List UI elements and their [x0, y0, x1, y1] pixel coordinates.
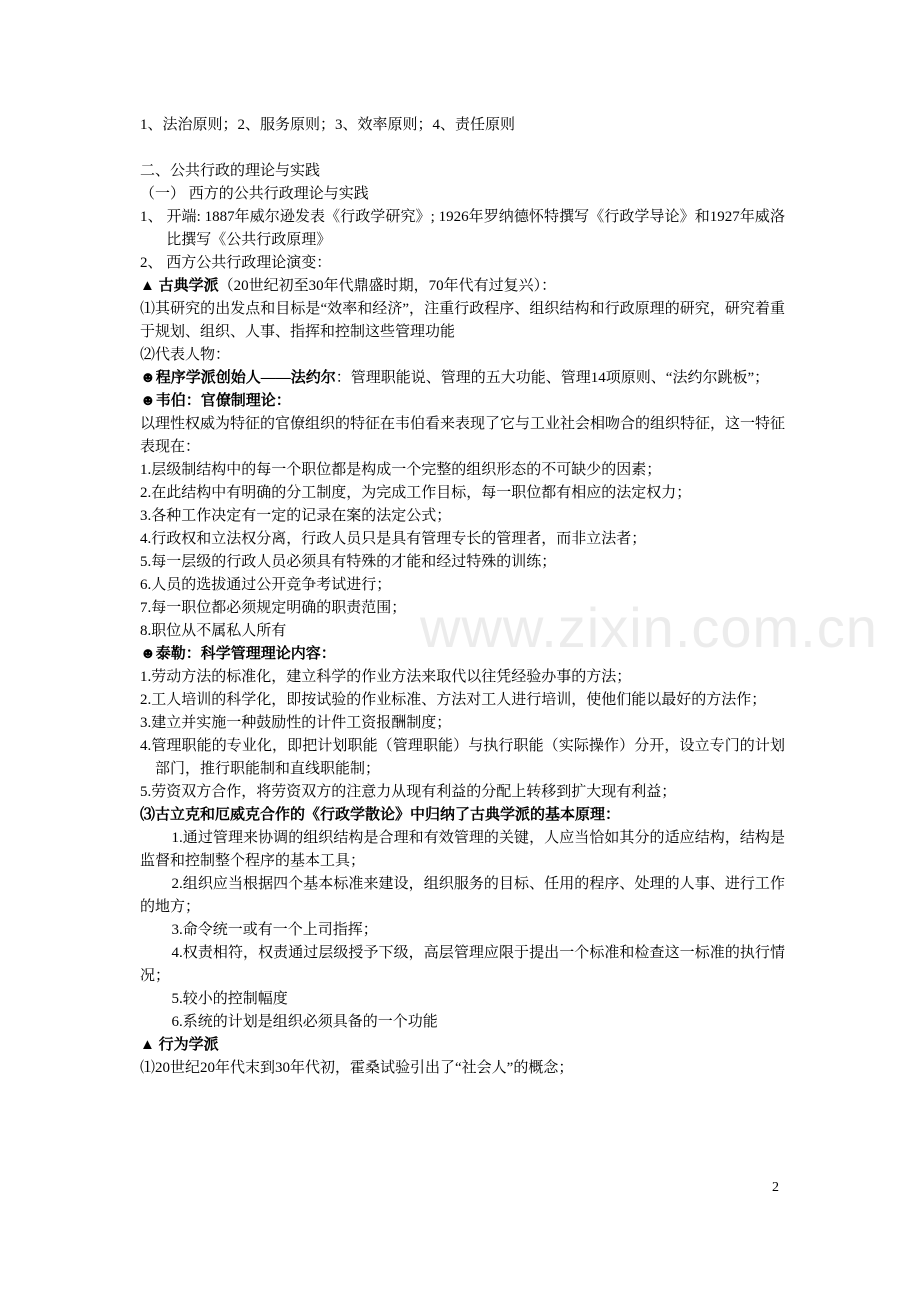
text: 5.较小的控制幅度 — [171, 991, 288, 1007]
text: 2.工人培训的科学化，即按试验的作业标准、方法对工人进行培训，使他们能以最好的方法作； — [140, 692, 767, 708]
text: 2.组织应当根据四个基本标准来建设，组织服务的目标、任用的程序、处理的人事、进行工作的地方； — [140, 876, 785, 915]
bold-text: ☻泰勒：科学管理理论内容： — [140, 646, 336, 662]
paragraph — [140, 505, 785, 528]
paragraph — [140, 712, 785, 735]
text: 3.建立并实施一种鼓励性的计件工资报酬制度； — [140, 715, 452, 731]
text: 1.层级制结构中的每一个职位都是构成一个完整的组织形态的不可缺少的因素； — [140, 462, 662, 478]
paragraph — [140, 298, 785, 344]
text: 二、公共行政的理论与实践 — [140, 163, 321, 179]
paragraph — [140, 827, 785, 873]
blank-line — [140, 137, 785, 160]
paragraph — [140, 643, 785, 666]
text: 1.通过管理来协调的组织结构是合理和有效管理的关键，人应当恰如其分的适应结构，结构是监督和控制整个程序的基本工具； — [140, 830, 785, 869]
paragraph — [140, 459, 785, 482]
text: 4.权责相符，权责通过层级授予下级，高层管理应限于提出一个标准和检查这一标准的执行情况； — [140, 945, 785, 984]
paragraph — [140, 551, 785, 574]
bold-text: ☻程序学派创始人——法约尔 — [140, 370, 336, 386]
paragraph — [140, 873, 785, 919]
paragraph — [140, 367, 785, 390]
text: 3.命令统一或有一个上司指挥； — [171, 922, 378, 938]
text: ：管理职能说、管理的五大功能、管理14项原则、“法约尔跳板”； — [335, 370, 770, 386]
text: ⑴20世纪20年代末到30年代初，霍桑试验引出了“社会人”的概念； — [140, 1060, 574, 1076]
paragraph — [140, 735, 785, 781]
text: 5.劳资双方合作，将劳资双方的注意力从现有利益的分配上转移到扩大现有利益； — [140, 784, 677, 800]
paragraph — [140, 804, 785, 827]
text: （一） 西方的公共行政理论与实践 — [140, 186, 369, 202]
text: 6.系统的计划是组织必须具备的一个功能 — [171, 1014, 438, 1030]
paragraph — [140, 620, 785, 643]
paragraph — [140, 1034, 785, 1057]
paragraph — [140, 206, 785, 252]
bold-text: ☻韦伯：官僚制理论： — [140, 393, 291, 409]
text: 2、 西方公共行政理论演变： — [140, 255, 332, 271]
text: ⑴其研究的出发点和目标是“效率和经济”，注重行政程序、组织结构和行政原理的研究，研究着重于规划、组织、人事、指挥和控制这些管理功能 — [140, 301, 785, 340]
bold-text: ▲ 古典学派 — [140, 278, 219, 294]
watermark: www.zixin.com.cn — [420, 596, 878, 659]
text: 1.劳动方法的标准化，建立科学的作业方法来取代以往凭经验办事的方法； — [140, 669, 632, 685]
paragraph — [140, 781, 785, 804]
paragraph — [140, 183, 785, 206]
paragraph — [140, 528, 785, 551]
paragraph — [140, 390, 785, 413]
text: 4.行政权和立法权分离，行政人员只是具有管理专长的管理者，而非立法者； — [140, 531, 647, 547]
document-body — [140, 114, 785, 1080]
text: 1、法治原则；2、服务原则；3、效率原则；4、责任原则 — [140, 117, 516, 133]
text: 4.管理职能的专业化，即把计划职能（管理职能）与执行职能（实际操作）分开，设立专门的计划部门，推行职能制和直线职能制； — [140, 738, 785, 777]
text: 8.职位从不属私人所有 — [140, 623, 287, 639]
paragraph — [140, 574, 785, 597]
paragraph — [140, 1057, 785, 1080]
text: 2.在此结构中有明确的分工制度，为完成工作目标，每一职位都有相应的法定权力； — [140, 485, 692, 501]
text: 5.每一层级的行政人员必须具有特殊的才能和经过特殊的训练； — [140, 554, 557, 570]
text: 7.每一职位都必须规定明确的职责范围； — [140, 600, 407, 616]
text: 以理性权威为特征的官僚组织的特征在韦伯看来表现了它与工业社会相吻合的组织特征，这一特征表现在： — [140, 416, 786, 455]
page-number: 2 — [772, 1180, 779, 1195]
paragraph — [140, 1011, 785, 1034]
paragraph — [140, 666, 785, 689]
bold-text: ▲ 行为学派 — [140, 1037, 219, 1053]
text: 6.人员的选拔通过公开竞争考试进行； — [140, 577, 392, 593]
paragraph — [140, 413, 785, 459]
paragraph — [140, 988, 785, 1011]
bold-text: ⑶古立克和厄威克合作的《行政学散论》中归纳了古典学派的基本原理： — [140, 807, 621, 823]
paragraph — [140, 482, 785, 505]
paragraph — [140, 275, 785, 298]
paragraph — [140, 252, 785, 275]
paragraph — [140, 597, 785, 620]
paragraph — [140, 689, 785, 712]
text: ⑵代表人物： — [140, 347, 231, 363]
paragraph — [140, 160, 785, 183]
text: 3.各种工作决定有一定的记录在案的法定公式； — [140, 508, 452, 524]
paragraph — [140, 942, 785, 988]
text: （20世纪初至30年代鼎盛时期，70年代有过复兴）： — [218, 278, 557, 294]
paragraph — [140, 344, 785, 367]
paragraph — [140, 919, 785, 942]
paragraph — [140, 114, 785, 137]
text: 1、 开端: 1887年威尔逊发表《行政学研究》; 1926年罗纳德怀特撰写《行政学导论》和1927年威洛比撰写《公共行政原理》 — [140, 209, 785, 248]
